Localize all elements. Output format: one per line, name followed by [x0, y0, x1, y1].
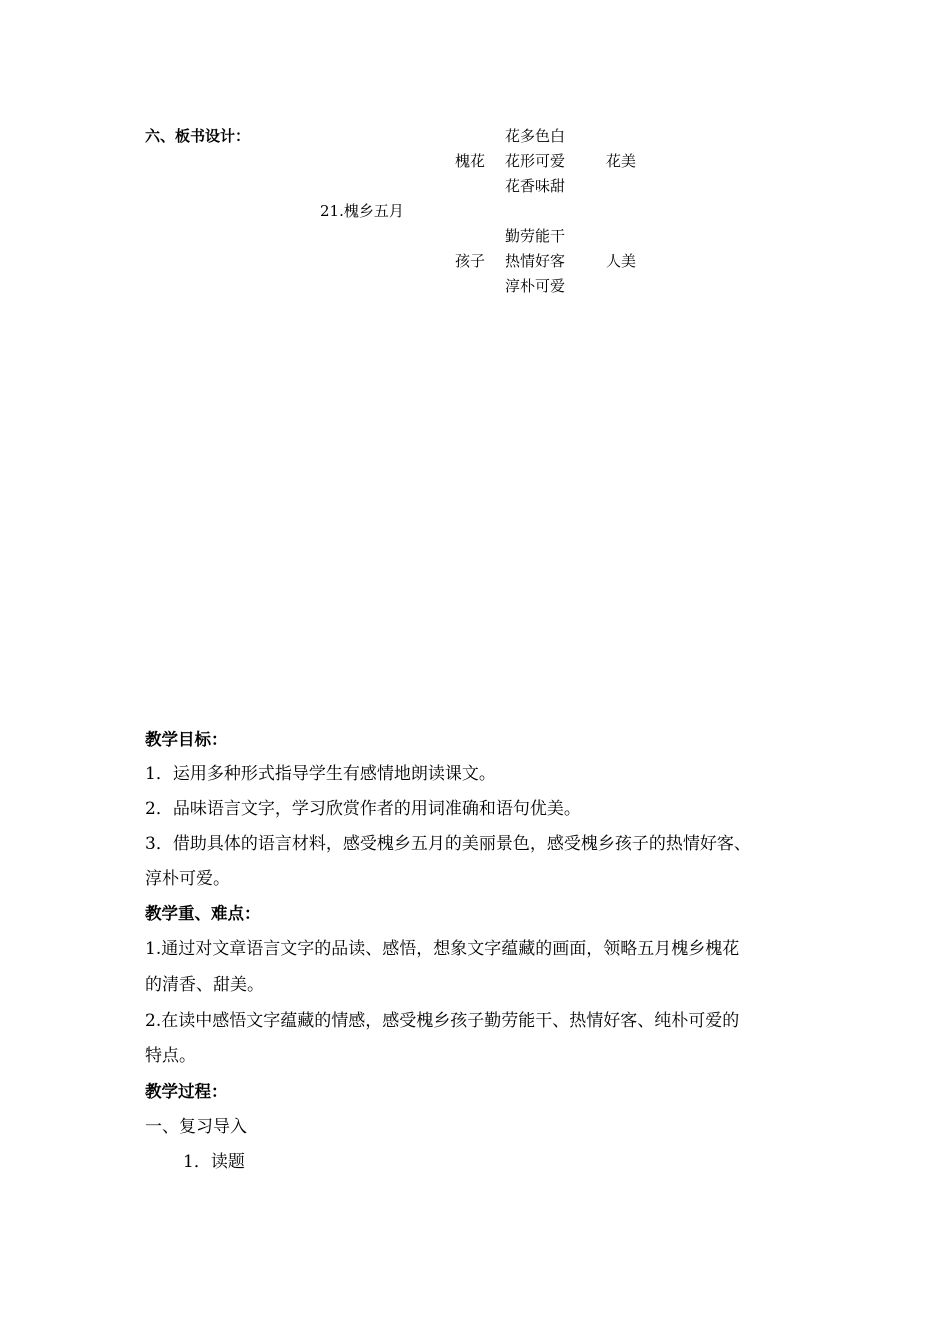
child-trait-2: 热情好客 — [505, 252, 566, 270]
key-point-line: 2.在读中感悟文字蕴藏的情感，感受槐乡孩子勤劳能干、热情好客、纯朴可爱的 — [145, 1011, 740, 1031]
board-design-heading: 六、板书设计： — [145, 127, 251, 145]
flower-trait-1: 花多色白 — [505, 127, 566, 145]
objective-line: 1．运用多种形式指导学生有感情地朗读课文。 — [145, 764, 496, 784]
board-design-title: 21.槐乡五月 — [320, 202, 404, 220]
objectives-heading: 教学目标： — [145, 730, 228, 749]
flower-summary: 花美 — [606, 152, 637, 170]
child-trait-1: 勤劳能干 — [505, 227, 566, 245]
key-point-line: 1.通过对文章语言文字的品读、感悟，想象文字蕴藏的画面，领略五月槐乡槐花 — [145, 939, 740, 959]
key-point-line: 特点。 — [145, 1046, 196, 1066]
process-heading: 教学过程： — [145, 1082, 228, 1101]
objective-line: 3．借助具体的语言材料，感受槐乡五月的美丽景色，感受槐乡孩子的热情好客、 — [145, 834, 751, 854]
key-points-heading: 教学重、难点： — [145, 904, 261, 923]
key-point-line: 的清香、甜美。 — [145, 975, 264, 995]
flower-trait-3: 花香味甜 — [505, 177, 566, 195]
child-branch-label: 孩子 — [455, 252, 486, 270]
process-section-1: 一、复习导入 — [145, 1117, 247, 1137]
objective-line: 2．品味语言文字，学习欣赏作者的用词准确和语句优美。 — [145, 799, 581, 819]
child-trait-3: 淳朴可爱 — [505, 277, 566, 295]
process-step-1: 1．读题 — [183, 1152, 245, 1172]
child-summary: 人美 — [606, 252, 637, 270]
flower-branch-label: 槐花 — [455, 152, 486, 170]
flower-trait-2: 花形可爱 — [505, 152, 566, 170]
objective-line: 淳朴可爱。 — [145, 869, 230, 889]
